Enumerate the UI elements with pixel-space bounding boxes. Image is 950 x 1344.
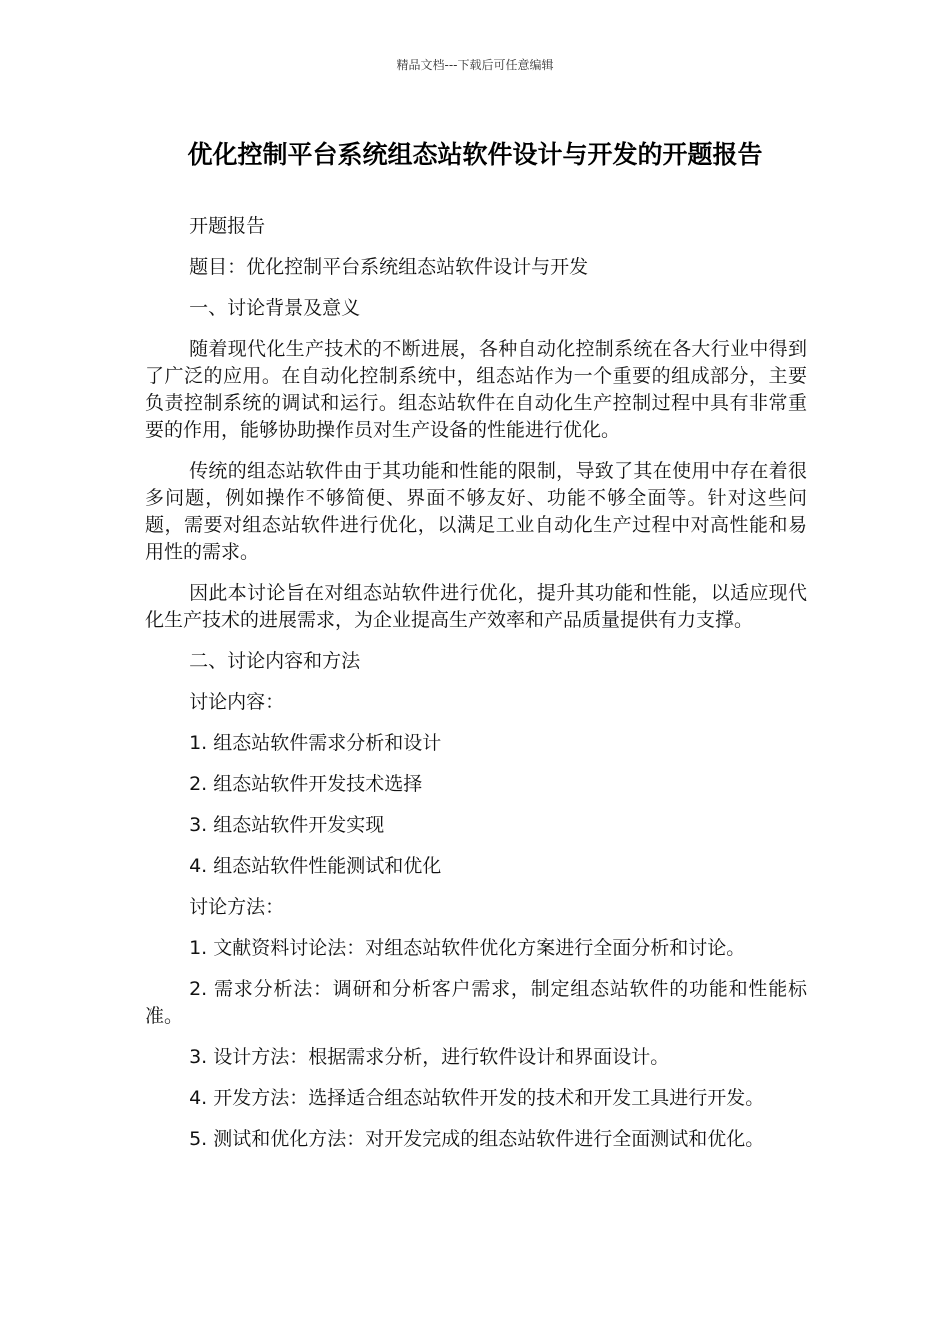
list-item: 5. 测试和优化方法：对开发完成的组态站软件进行全面测试和优化。 [189, 1128, 765, 1150]
list-item: 1. 组态站软件需求分析和设计 [189, 732, 442, 754]
list-item: 2. 组态站软件开发技术选择 [189, 773, 423, 795]
list-item: 4. 开发方法：选择适合组态站软件开发的技术和开发工具进行开发。 [189, 1087, 765, 1109]
list-item: 3. 设计方法：根据需求分析，进行软件设计和界面设计。 [189, 1046, 670, 1068]
subheading-method: 讨论方法： [189, 896, 285, 918]
header-note: 精品文档---下载后可任意编辑 [396, 58, 554, 72]
list-item: 3. 组态站软件开发实现 [189, 814, 385, 836]
paragraph-background-2: 传统的组态站软件由于其功能和性能的限制，导致了其在使用中存在着很多问题，例如操作不够简便、界面不够友好、功能不够全面等。针对这些问题，需要对组态站软件进行优化，以满足工业自动化生产过程中对高性能和易用性的需求。 [145, 460, 807, 563]
list-item: 2. 需求分析法：调研和分析客户需求，制定组态站软件的功能和性能标准。 [145, 978, 807, 1027]
topic-line: 题目：优化控制平台系统组态站软件设计与开发 [189, 256, 589, 278]
list-item: 4. 组态站软件性能测试和优化 [189, 855, 442, 877]
section-heading-content-method: 二、讨论内容和方法 [189, 650, 361, 672]
list-item: 1. 文献资料讨论法：对组态站软件优化方案进行全面分析和讨论。 [189, 937, 746, 959]
paragraph-background-1: 随着现代化生产技术的不断进展，各种自动化控制系统在各大行业中得到了广泛的应用。在自动化控制系统中，组态站作为一个重要的组成部分，主要负责控制系统的调试和运行。组态站软件在自动化生产控制过程中具有非常重要的作用，能够协助操作员对生产设备的性能进行优化。 [145, 338, 807, 441]
document-title: 优化控制平台系统组态站软件设计与开发的开题报告 [187, 140, 763, 169]
subheading-content: 讨论内容： [189, 691, 285, 713]
document-body [145, 213, 807, 1167]
section-heading-background: 一、讨论背景及意义 [189, 297, 361, 319]
heading-proposal-report: 开题报告 [189, 215, 266, 237]
paragraph-background-3: 因此本讨论旨在对组态站软件进行优化，提升其功能和性能，以适应现代化生产技术的进展需求，为企业提高生产效率和产品质量提供有力支撑。 [145, 582, 807, 631]
